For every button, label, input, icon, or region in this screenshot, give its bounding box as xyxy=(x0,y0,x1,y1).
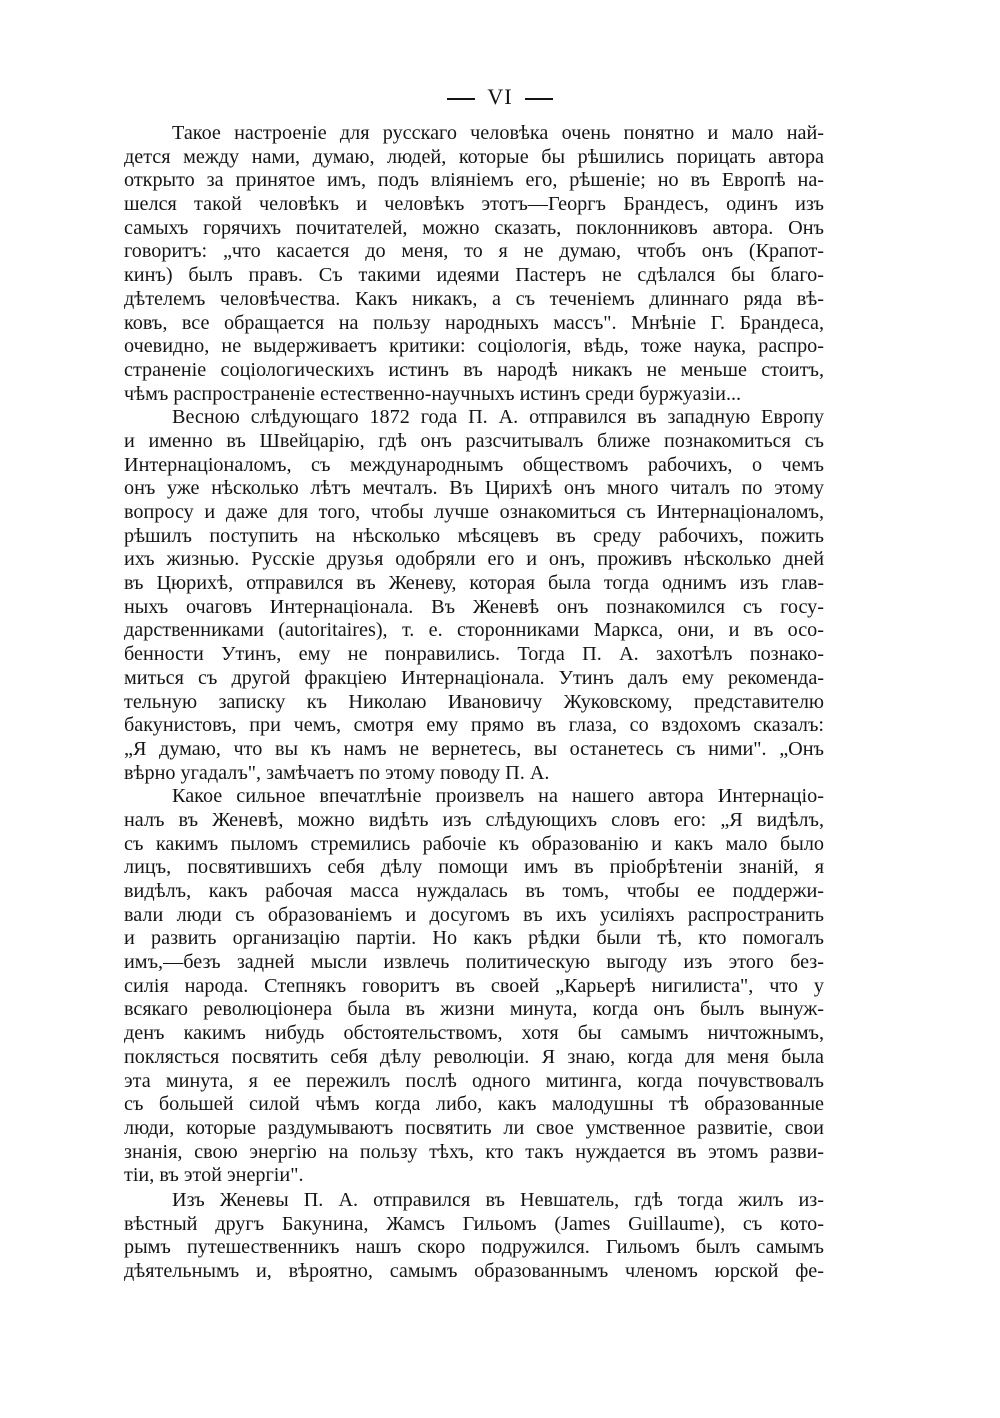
text-line: съ большей силой чѣмъ когда либо, какъ малодушны тѣ образованные xyxy=(124,1093,824,1116)
text-line: знанія, свою энергію на пользу тѣхъ, кто такъ нуждается въ этомъ разви- xyxy=(124,1140,824,1163)
text-line: самыхъ горячихъ почитателей, можно сказать, поклонниковъ автора. Онъ xyxy=(124,216,824,239)
text-line: вопросу и даже для того, чтобы лучше ознакомиться съ Интернаціоналомъ, xyxy=(124,501,824,523)
text-line: Весною слѣдующаго 1872 года П. А. отправился въ западную Европу xyxy=(172,406,824,429)
text-line: бенности Утинъ, ему не понравились. Тогда П. А. захотѣлъ познако- xyxy=(124,643,824,666)
text-line: дется между нами, думаю, людей, которые бы рѣшились порицать автора xyxy=(124,145,824,168)
paragraph-2 xyxy=(124,406,824,785)
text-line: тіи, въ этой энергіи". xyxy=(124,1164,304,1187)
text-line: дѣятельнымъ и, вѣроятно, самымъ образованнымъ членомъ юрской фе- xyxy=(124,1260,824,1282)
text-line: „Я думаю, что вы къ намъ не вернетесь, вы останетесь съ ними". „Онъ xyxy=(124,737,824,760)
text-line: эта минута, я ее пережилъ послѣ одного митинга, когда почувствовалъ xyxy=(124,1069,824,1092)
text-line: говоритъ: „что касается до меня, то я не думаю, чтобъ онъ (Крапот- xyxy=(124,240,824,263)
text-line: бакунистовъ, при чемъ, смотря ему прямо въ глаза, со вздохомъ сказалъ: xyxy=(124,714,824,737)
text-line: имъ,—безъ задней мысли извлечь политическую выгоду изъ этого без- xyxy=(124,951,824,974)
paragraph-4 xyxy=(124,1189,824,1284)
text-line: рѣшилъ поступить на нѣсколько мѣсяцевъ въ среду рабочихъ, пожить xyxy=(124,524,824,547)
text-line: рымъ путешественникъ нашъ скоро подружился. Гильомъ былъ самымъ xyxy=(124,1236,824,1259)
page-number: VI xyxy=(487,84,513,109)
paragraph-3 xyxy=(124,785,824,1188)
text-line: денъ какимъ нибудь обстоятельствомъ, хотя бы самымъ ничтожнымъ, xyxy=(124,1022,824,1045)
text-line: Какое сильное впечатлѣніе произвелъ на нашего автора Интернаціо- xyxy=(172,785,824,808)
text-line: кинъ) былъ правъ. Съ такими идеями Пастеръ не сдѣлался бы благо- xyxy=(124,264,824,287)
text-line: въ Цюрихѣ, отправился въ Женеву, которая была тогда однимъ изъ глав- xyxy=(124,572,824,595)
text-line: и именно въ Швейцарію, гдѣ онъ разсчитывалъ ближе познакомиться съ xyxy=(124,429,824,452)
text-line: чѣмъ распространеніе естественно-научныхъ истинъ среди буржуазіи... xyxy=(124,382,742,405)
text-line: Такое настроеніе для русскаго человѣка очень понятно и мало най- xyxy=(172,122,824,144)
text-line: миться съ другой фракціею Интернаціонала. Утинъ далъ ему рекоменда- xyxy=(124,666,824,689)
text-line: Интернаціоналомъ, съ международнымъ обществомъ рабочихъ, о чемъ xyxy=(124,453,824,476)
text-line: и развить организацію партіи. Но какъ рѣдки были тѣ, кто помогалъ xyxy=(124,927,824,950)
text-line: Изъ Женевы П. А. отправился въ Невшатель, гдѣ тогда жилъ из- xyxy=(172,1188,824,1211)
text-line: лицъ, посвятившихъ себя дѣлу помощи имъ въ пріобрѣтеніи знаній, я xyxy=(124,856,824,879)
text-line: ковъ, все обращается на пользу народныхъ массъ". Мнѣніе Г. Брандеса, xyxy=(124,311,824,334)
text-line: вѣстный другъ Бакунина, Жамсъ Гильомъ (James Guillaume), съ кото- xyxy=(124,1212,824,1235)
paragraph-1 xyxy=(124,122,824,406)
text-line: вѣрно угадалъ", замѣчаетъ по этому поводу П. А. xyxy=(124,761,550,784)
text-line: видѣлъ, какъ рабочая масса нуждалась въ томъ, чтобы ее поддержи- xyxy=(124,880,824,902)
text-line: ихъ жизнью. Русскіе друзья одобряли его и онъ, проживъ нѣсколько дней xyxy=(124,548,824,571)
text-line: съ какимъ пыломъ стремились рабочіе къ образованію и какъ мало было xyxy=(124,832,824,855)
text-line: страненіе соціологическихъ истинъ въ народѣ никакъ не меньше стоитъ, xyxy=(124,358,824,381)
page-header xyxy=(0,84,1000,110)
text-line: онъ уже нѣсколько лѣтъ мечталъ. Въ Цирихѣ онъ много читалъ по этому xyxy=(124,477,824,500)
text-line: дарственниками (autoritaires), т. е. сторонниками Маркса, они, и въ осо- xyxy=(124,619,824,642)
text-line: открыто за принятое имъ, подъ вліяніемъ его, рѣшеніе; но въ Европѣ на- xyxy=(124,169,824,192)
text-line: налъ въ Женевѣ, можно видѣть изъ слѣдующихъ словъ его: „Я видѣлъ, xyxy=(124,808,824,831)
text-line: силія народа. Степнякъ говоритъ въ своей „Карьерѣ нигилиста", что у xyxy=(124,974,824,997)
text-line: всякаго революціонера была въ жизни минута, когда онъ былъ вынуж- xyxy=(124,998,824,1021)
header-dash-left xyxy=(447,98,475,100)
text-line: люди, которые раздумываютъ посвятить ли свое умственное развитіе, свои xyxy=(124,1116,824,1139)
text-line: вали люди съ образованіемъ и досугомъ въ ихъ усиліяхъ распространить xyxy=(124,903,824,926)
header-dash-right xyxy=(525,98,553,100)
text-line: шелся такой человѣкъ и человѣкъ этотъ—Георгъ Брандесъ, одинъ изъ xyxy=(124,193,824,216)
text-line: ныхъ очаговъ Интернаціонала. Въ Женевѣ онъ познакомился съ госу- xyxy=(124,595,824,618)
text-line: дѣтелемъ человѣчества. Какъ никакъ, а съ теченіемъ длиннаго ряда вѣ- xyxy=(124,287,824,310)
text-line: поклясться посвятить себя дѣлу революціи. Я знаю, когда для меня была xyxy=(124,1045,824,1068)
text-line: очевидно, не выдерживаетъ критики: соціологія, вѣдь, тоже наука, распро- xyxy=(124,335,824,358)
page-body xyxy=(124,122,824,1284)
text-line: тельную записку къ Николаю Ивановичу Жуковскому, представителю xyxy=(124,690,824,713)
